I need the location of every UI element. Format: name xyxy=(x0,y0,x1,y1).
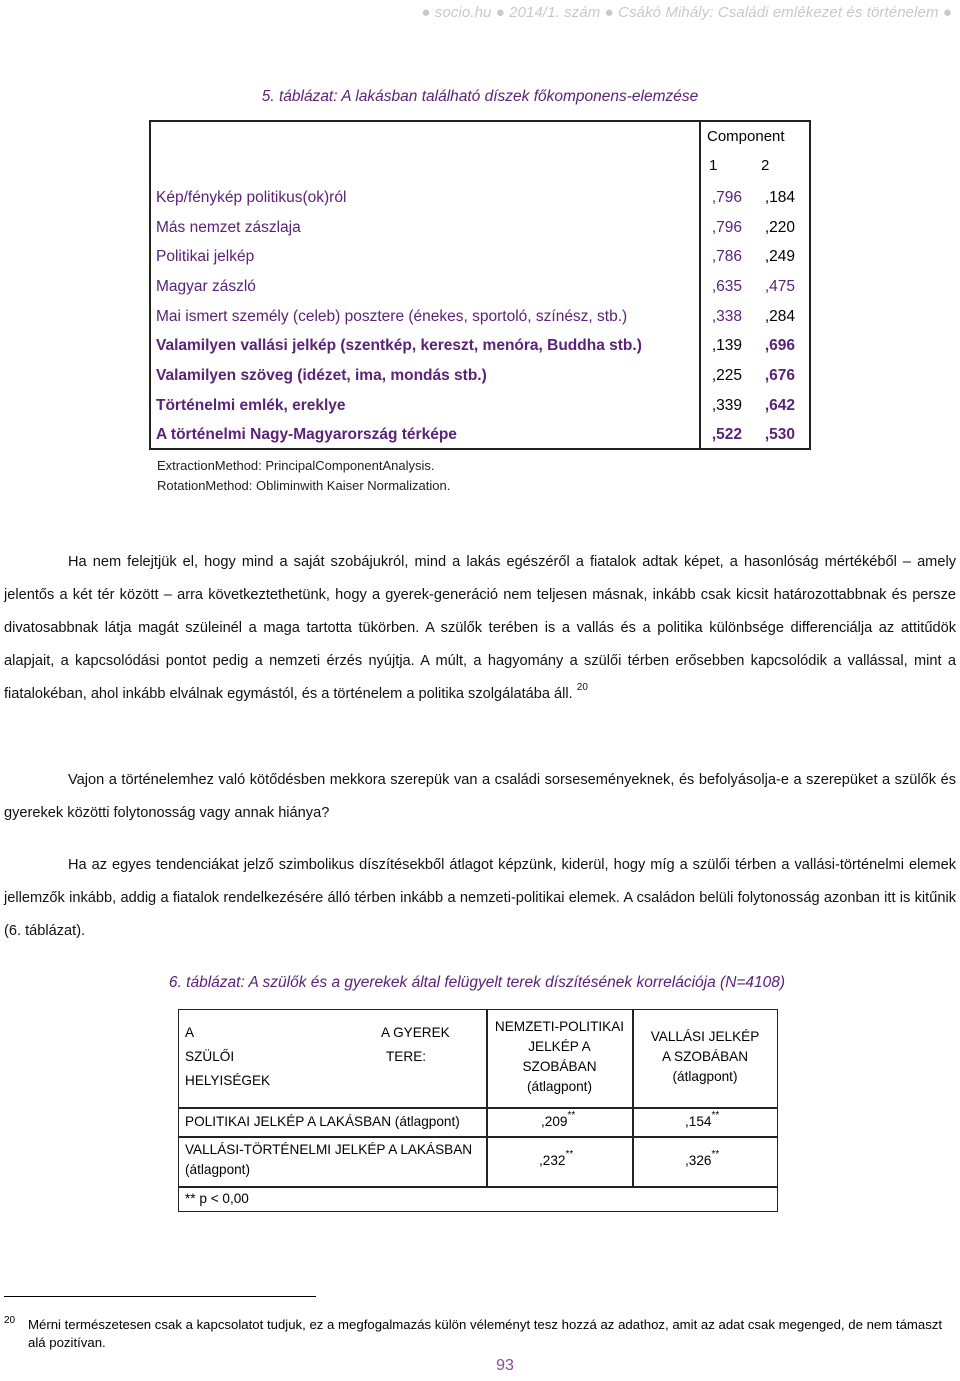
table-row xyxy=(149,219,811,249)
header-nemzeti-politikai xyxy=(487,1017,632,1097)
component-2-header: 2 xyxy=(761,157,770,174)
table6-caption: 6. táblázat: A szülők és a gyerekek által felügyelt terek díszítésének korrelációja (N=4108) xyxy=(168,974,786,991)
row1-value-1 xyxy=(541,1112,575,1132)
table6 xyxy=(178,1009,778,1212)
table-row xyxy=(149,367,811,397)
significance-mark: ** xyxy=(565,1149,574,1161)
row-value-1: ,635 xyxy=(711,278,742,295)
row1-label: POLITIKAI JELKÉP A LAKÁSBAN (átlagpont) xyxy=(185,1114,460,1129)
footnote xyxy=(4,1316,956,1352)
row-value-1: ,139 xyxy=(711,337,742,354)
table-row xyxy=(149,248,811,278)
paragraph-1 xyxy=(4,546,956,711)
label-line: VALLÁSI-TÖRTÉNELMI JELKÉP A LAKÁSBAN xyxy=(185,1142,473,1157)
footnote-separator xyxy=(4,1296,316,1297)
row2-value-2 xyxy=(685,1151,719,1171)
header-line: (átlagpont) xyxy=(527,1079,592,1094)
paragraph-2: Vajon a történelemhez való kötődésben mekkora szerepük van a családi sorseseményeknek, és befolyásolja-e a szerepüket a szülők és gyerekek közötti folytonosság vagy annak hiánya? xyxy=(4,772,956,821)
footnote-number: 20 xyxy=(4,1315,16,1326)
header-line: (átlagpont) xyxy=(672,1069,738,1084)
paragraph-3: Ha az egyes tendenciákat jelző szimbolikus díszítésekből átlagot képzünk, kiderül, hogy míg a szülői térben a vallási-történelmi elemek jellemzők inkább, addig a fiatalok rendelkezésére álló térben inkább a nemzeti-politikai elemek. A családon belüli folytonosság azonban itt is kitűnik (6. táblázat). xyxy=(4,857,956,939)
table6-note: ** p < 0,00 xyxy=(185,1191,249,1206)
table-row xyxy=(149,278,811,308)
value: ,209 xyxy=(541,1114,568,1129)
table-row xyxy=(149,426,811,456)
row-label: Valamilyen vallási jelkép (szentkép, kereszt, menóra, Buddha stb.) xyxy=(156,337,642,354)
header-a: A xyxy=(185,1025,195,1040)
footnote-text: Mérni természetesen csak a kapcsolatot tudjuk, ez a megfogalmazás külön véleményt tesz hozzá az adathoz, amit az adat csak megenged, de nem támaszt alá pozitívan. xyxy=(28,1317,943,1350)
row2-value-1 xyxy=(539,1151,573,1171)
row-label: Kép/fénykép politikus(ok)ról xyxy=(156,189,347,206)
table6-rule xyxy=(179,1186,777,1188)
component-header: Component xyxy=(707,128,785,145)
header-tere: TERE: xyxy=(386,1049,427,1064)
header-line: VALLÁSI JELKÉP xyxy=(650,1029,760,1044)
header-a-gyerek: A GYEREK xyxy=(381,1025,450,1040)
row-value-2: ,184 xyxy=(764,189,795,206)
row-value-2: ,475 xyxy=(764,278,795,295)
header-line: JELKÉP A xyxy=(528,1039,591,1054)
component-1-header: 1 xyxy=(709,157,718,174)
row-value-1: ,339 xyxy=(711,397,742,414)
table6-rule xyxy=(179,1107,777,1109)
table5-caption: 5. táblázat: A lakásban található díszek főkomponens-elemzése xyxy=(261,88,699,105)
table-row xyxy=(149,308,811,338)
header-line: A SZOBÁBAN xyxy=(661,1049,749,1064)
row-value-1: ,796 xyxy=(711,219,742,236)
table-row xyxy=(149,397,811,427)
value: ,232 xyxy=(539,1153,566,1168)
row-value-2: ,284 xyxy=(764,308,795,325)
row2-label xyxy=(185,1140,472,1180)
row-label: A történelmi Nagy-Magyarország térképe xyxy=(156,426,457,443)
header-szuloi: SZÜLŐI xyxy=(185,1049,235,1064)
value: ,154 xyxy=(685,1114,712,1129)
significance-mark: ** xyxy=(567,1110,576,1122)
running-header: ● socio.hu ● 2014/1. szám ● Csákó Mihály: Családi emlékezet és történelem ● xyxy=(421,4,952,21)
row-value-1: ,338 xyxy=(711,308,742,325)
row-value-2: ,530 xyxy=(764,426,795,443)
header-vallasi xyxy=(633,1027,777,1087)
row-value-2: ,676 xyxy=(764,367,795,384)
row-label: Mai ismert személy (celeb) posztere (énekes, sportoló, színész, stb.) xyxy=(156,308,628,325)
row-value-1: ,786 xyxy=(711,248,742,265)
table5-note-rotation: RotationMethod: Obliminwith Kaiser Normalization. xyxy=(157,478,451,493)
row-value-2: ,642 xyxy=(764,397,795,414)
label-line: (átlagpont) xyxy=(185,1162,250,1177)
significance-mark: ** xyxy=(711,1110,720,1122)
row-label: Politikai jelkép xyxy=(156,248,255,265)
table5-note-extraction: ExtractionMethod: PrincipalComponentAnalysis. xyxy=(157,458,435,473)
row-value-2: ,249 xyxy=(764,248,795,265)
row-label: Történelmi emlék, ereklye xyxy=(156,397,346,414)
header-line: NEMZETI-POLITIKAI xyxy=(494,1019,625,1034)
row-value-2: ,220 xyxy=(764,219,795,236)
row-label: Más nemzet zászlaja xyxy=(156,219,301,236)
row-value-1: ,522 xyxy=(711,426,742,443)
table-row xyxy=(149,189,811,219)
header-helyisegek: HELYISÉGEK xyxy=(185,1073,271,1088)
row1-value-2 xyxy=(685,1112,719,1132)
row-value-2: ,696 xyxy=(764,337,795,354)
paragraph-1-text: Ha nem felejtjük el, hogy mind a saját szobájukról, mind a lakás egészéről a fiatalok adtak képet, a hasonlóság mértékéből – amely jelentős a két tér között – arra következtethetünk, hogy a gyerek-generáció nem teljesen másnak, inkább csak kicsit határozottabbnak és persze divatosabbnak látja magát szüleinél a maga tartotta tükörben. A szülők terében is a vallás és a politika különbsége differenciálja az attitűdök alapjait, a kapcsolódási pontot pedig a nemzeti érzés nyújtja. A múlt, a hagyomány a szülői térben erősebben kapcsolódik a vallással, mint a fiatalokéban, ahol inkább elválnak egymástól, és a történelem a politika szolgálatába áll. xyxy=(4,554,956,702)
row-label: Valamilyen szöveg (idézet, ima, mondás stb.) xyxy=(156,367,487,384)
table6-rule xyxy=(179,1136,777,1138)
significance-mark: ** xyxy=(711,1149,720,1161)
footnote-ref: 20 xyxy=(576,682,588,694)
row-value-1: ,796 xyxy=(711,189,742,206)
table-row xyxy=(149,337,811,367)
row-value-1: ,225 xyxy=(711,367,742,384)
row-label: Magyar zászló xyxy=(156,278,256,295)
value: ,326 xyxy=(685,1153,712,1168)
header-line: SZOBÁBAN xyxy=(522,1059,597,1074)
page-number: 93 xyxy=(496,1357,514,1374)
